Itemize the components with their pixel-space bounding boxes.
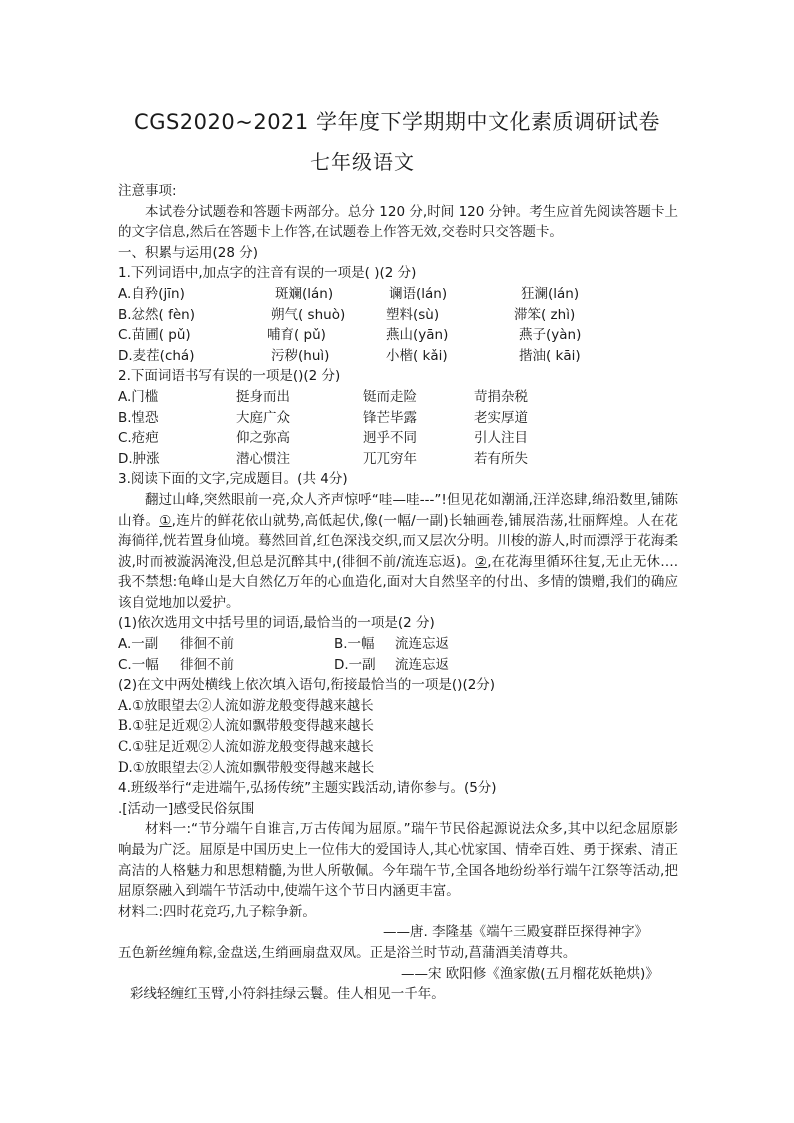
poem-line: 彩线轻缠红玉臂,小符斜挂绿云鬟。佳人相见一千年。 — [130, 986, 445, 1003]
q1-cell: 狂澜(lán) — [521, 285, 580, 302]
q1-cell: 斑斓(lán) — [275, 285, 334, 302]
passage-part-c: ,在花海里循环往复,无止无休….我不禁想:龟峰山是大自然亿万年的心血造化,面对大自然坚辛的付出、多情的馈赠,我们的确应该自觉地加以爱护。 — [118, 553, 678, 611]
q2-cell: 大庭广众 — [236, 409, 290, 426]
blank-1: ① — [159, 512, 172, 529]
q1-cell: 谰语(lán) — [389, 285, 448, 302]
exam-body — [118, 181, 678, 1005]
q3-sub2-option: A.①放眼望去②人流如游龙般变得越来越长 — [118, 697, 374, 714]
notice-heading: 注意事项: — [118, 183, 177, 199]
q3-sub1-option-row — [118, 655, 678, 676]
q1-cell: 塑料(sù) — [386, 306, 440, 323]
q2-cell: 引人注目 — [474, 430, 528, 447]
q2-option-row — [118, 408, 678, 429]
option-label: A.一副 — [118, 636, 159, 653]
q1-cell: B.忿然( fèn) — [118, 306, 195, 323]
q3-sub2-option: D.①放眼望去②人流如飘带般变得越来越长 — [118, 759, 375, 776]
q1-option-row — [118, 325, 678, 346]
q1-option-row — [118, 305, 678, 326]
q2-cell: 铤而走险 — [363, 388, 417, 405]
poem-line: 五色新丝缠角粽,金盘送,生绡画扇盘双凤。正是浴兰时节动,菖蒲酒美清尊共。 — [118, 944, 577, 961]
q2-cell: 老实厚道 — [474, 409, 528, 426]
q2-cell: 兀兀穷年 — [363, 450, 417, 467]
option-label: D.一副 — [334, 656, 376, 673]
q3-sub2-stem: (2)在文中两处横线上依次填入语句,衔接最恰当的一项是()(2分) — [118, 677, 496, 694]
q1-cell: 滞笨( zhì) — [514, 306, 576, 323]
q3-sub2-option: C.①驻足近观②人流如游龙般变得越来越长 — [118, 739, 374, 756]
q1-cell: 小楷( kǎi) — [386, 347, 448, 364]
q2-cell: D.肿涨 — [118, 450, 160, 467]
q2-stem: 2.下面词语书写有误的一项是()(2 分) — [118, 368, 341, 385]
q2-cell: B.惶恐 — [118, 409, 159, 426]
q2-cell: 锋芒毕露 — [363, 409, 417, 426]
q1-cell: D.麦茬(chá) — [118, 347, 195, 364]
q4-stem: 4.班级举行“走进端午,弘扬传统”主题实践活动,请你参与。(5分) — [118, 780, 497, 797]
q1-stem: 1.下列词语中,加点字的注音有误的一项是( )(2 分) — [118, 265, 417, 282]
exam-title: CGS2020~2021 学年度下学期期中文化素质调研试卷 — [134, 110, 660, 134]
activity-heading: .[活动一]感受民俗氛围 — [118, 800, 255, 817]
passage-part-a: 翻过山峰,突然眼前一亮,众人齐声惊呼“哇—哇---”!但见花如潮涌,汪洋恣肆,绵沿数里,铺陈山脊。 — [118, 491, 678, 529]
q1-cell: 哺育( pǔ) — [267, 327, 326, 344]
q2-cell: 若有所失 — [474, 450, 528, 467]
q2-cell: 苛捐杂税 — [474, 388, 528, 405]
q1-cell: 朔气( shuò) — [271, 306, 346, 323]
q2-cell: C.疮疤 — [118, 430, 159, 447]
notice-text: 本试卷分试题卷和答题卡两部分。总分 120 分,时间 120 分钟。考生应首先阅读答题卡上的文字信息,然后在答题卡上作答,在试题卷上作答无效,交卷时只交答题卡。 — [118, 203, 678, 241]
passage-part-b: ,连片的鲜花依山就势,高低起伏,像(一幅/一副)长轴画卷,铺展浩荡,壮丽辉煌。人在花海徜徉,恍若置身仙境。蓦然回首,红色深浅交织,而又层次分明。川梭的游人,时而漂浮于花海柔波,时而被漩涡淹没,但总是沉醉其中,(徘徊不前/流连忘返)。 — [118, 512, 679, 570]
material-two: 材料二:四时花竞巧,九子粽争新。 — [118, 903, 316, 920]
q1-cell: C.苗圃( pǔ) — [118, 327, 191, 344]
q1-cell: 燕子(yàn) — [519, 327, 582, 344]
q1-option-row — [118, 284, 678, 305]
blank-2: ② — [474, 553, 488, 570]
exam-subtitle: 七年级语文 — [310, 150, 415, 174]
option-text: 流连忘返 — [395, 636, 449, 653]
q3-sub1-stem: (1)依次选用文中括号里的词语,最恰当的一项是(2 分) — [118, 615, 435, 632]
q2-cell: 迥乎不同 — [363, 430, 417, 447]
q2-cell: A.门槛 — [118, 388, 159, 405]
q2-cell: 挺身而出 — [236, 388, 290, 405]
citation-tang: ——唐. 李隆基《端午三殿宴群臣探得神字》 — [383, 924, 649, 941]
option-label: C.一幅 — [118, 656, 159, 673]
section-heading: 一、积累与运用(28 分) — [118, 244, 259, 261]
q3-sub2-option: B.①驻足近观②人流如飘带般变得越来越长 — [118, 718, 374, 735]
q3-stem: 3.阅读下面的文字,完成题目。(共 4分) — [118, 471, 348, 488]
material-one: 材料一:“节分端午自谁言,万古传闻为屈原。”瑞午节民俗起源说法众多,其中以纪念屈原影响最为广泛。屈原是中国历史上一位伟大的爱国诗人,其心忧家国、情牵百姓、勇于探索、清正高洁的人格魅力和思想精髓,为世人所敬佩。今年瑞午节,全国各地纷纷举行端午江祭等活动,把屈原祭融入到端午节活动中,使端午这个节日内涵更丰富。 — [118, 821, 678, 900]
q2-cell: 潜心惯注 — [236, 450, 290, 467]
q2-cell: 仰之弥高 — [236, 430, 290, 447]
citation-song: ——宋 欧阳修《渔家傲(五月榴花妖艳烘)》 — [401, 965, 659, 982]
q1-cell: A.自矜(jīn) — [118, 285, 185, 302]
q1-cell: 燕山(yān) — [386, 327, 449, 344]
q3-sub1-option-row — [118, 634, 678, 655]
option-text: 徘徊不前 — [180, 656, 234, 673]
q2-option-row — [118, 428, 678, 449]
q2-option-row — [118, 449, 678, 470]
q3-passage — [118, 490, 678, 614]
option-label: B.一幅 — [334, 636, 375, 653]
option-text: 徘徊不前 — [180, 636, 234, 653]
q1-cell: 污秽(huì) — [271, 347, 330, 364]
q1-cell: 揩油( kāi) — [519, 347, 581, 364]
option-text: 流连忘返 — [395, 656, 449, 673]
q1-option-row — [118, 346, 678, 367]
q2-option-row — [118, 387, 678, 408]
